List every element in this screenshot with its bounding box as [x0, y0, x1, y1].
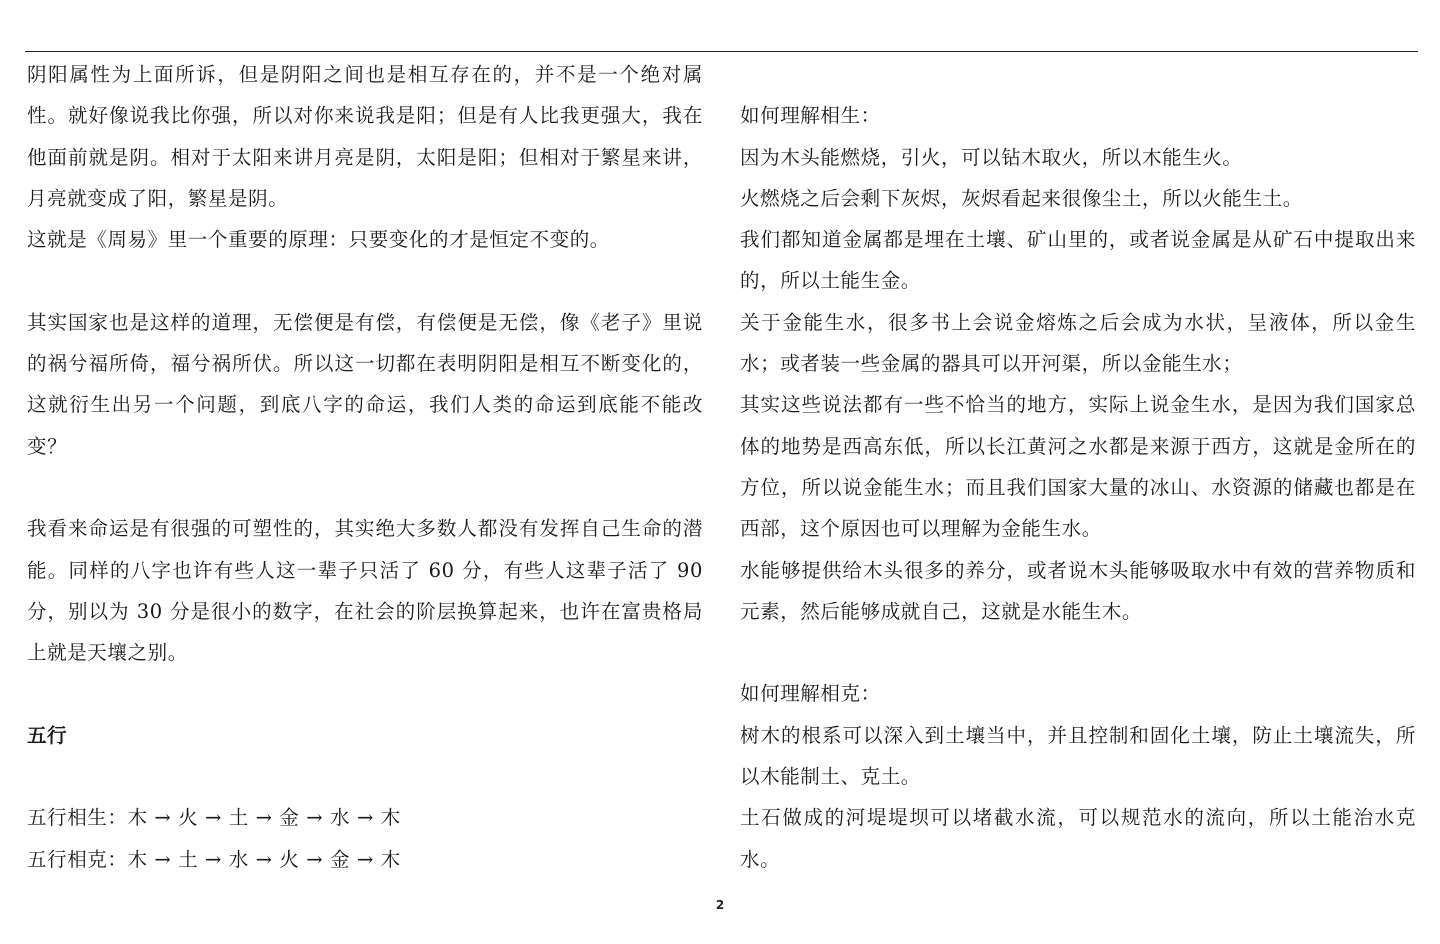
- paragraph-country-analogy: 其实国家也是这样的道理，无偿便是有偿，有偿便是无偿，像《老子》里说的祸兮福所倚，福兮祸所伏。所以这一切都在表明阴阳是相互不断变化的，这就衍生出另一个问题，到底八字的命运，我们人类的命运到底能不能改变？: [27, 310, 703, 458]
- spacer: [740, 632, 1416, 673]
- paragraph-water-wood: 水能够提供给木头很多的养分，或者说木头能够吸取水中有效的营养物质和元素，然后能够成就自己，这就是水能生木。: [740, 558, 1416, 623]
- paragraph-wood-fire: 因为木头能燃烧，引火，可以钻木取火，所以木能生火。: [740, 145, 1243, 169]
- header-rule: [25, 51, 1418, 52]
- paragraph-yin-yang-relative: 阴阳属性为上面所诉，但是阴阳之间也是相互存在的，并不是一个绝对属性。就好像说我比你强，所以对你来说我是阳；但是有人比我更强大，我在他面前就是阴。相对于太阳来讲月亮是阴，太阳是阳；但相对于繁星来讲，月亮就变成了阳，繁星是阴。: [27, 63, 703, 210]
- paragraph-wood-earth: 树木的根系可以深入到土壤当中，并且控制和固化土壤，防止土壤流失，所以木能制土、克土。: [740, 723, 1416, 789]
- section-heading-wuxing: 五行: [27, 723, 68, 747]
- question-ke: 如何理解相克：: [740, 682, 881, 706]
- paragraph-fate-plasticity: 我看来命运是有很强的可塑性的，其实绝大多数人都没有发挥自己生命的潜能。同样的八字也许有些人这一辈子只活了 60 分，有些人这辈子活了 90 分，别以为 30 分是很小的数字，在社会的阶层换算起来，也许在富贵格局上就是天壤之别。: [27, 517, 703, 665]
- question-sheng: 如何理解相生：: [740, 104, 881, 128]
- spacer: [27, 467, 703, 508]
- right-column: [740, 54, 1416, 880]
- wuxing-ke-sequence: 五行相克：木 → 土 → 水 → 火 → 金 → 木: [27, 847, 401, 871]
- paragraph-fire-earth: 火燃烧之后会剩下灰烬，灰烬看起来很像尘土，所以火能生土。: [740, 186, 1303, 210]
- left-column: [27, 54, 703, 880]
- spacer: [27, 673, 703, 714]
- paragraph-zhouyi-principle: 这就是《周易》里一个重要的原理：只要变化的才是恒定不变的。: [27, 228, 610, 252]
- spacer: [740, 54, 1416, 95]
- paragraph-earth-water: 土石做成的河堤堤坝可以堵截水流，可以规范水的流向，所以土能治水克水。: [740, 806, 1416, 871]
- paragraph-metal-water: 关于金能生水，很多书上会说金熔炼之后会成为水状，呈液体，所以金生水；或者装一些金属的器具可以开河渠，所以金能生水；: [740, 310, 1416, 376]
- spacer: [27, 756, 703, 797]
- paragraph-earth-metal: 我们都知道金属都是埋在土壤、矿山里的，或者说金属是从矿石中提取出来的，所以土能生金。: [740, 228, 1416, 293]
- page-number: 2: [715, 898, 725, 912]
- wuxing-sheng-sequence: 五行相生：木 → 火 → 土 → 金 → 水 → 木: [27, 806, 401, 830]
- paragraph-metal-water-geography: 其实这些说法都有一些不恰当的地方，实际上说金生水，是因为我们国家总体的地势是西高东低，所以长江黄河之水都是来源于西方，这就是金所在的方位，所以说金能生水；而且我们国家大量的冰山、水资源的储藏也都是在西部，这个原因也可以理解为金能生水。: [740, 393, 1416, 541]
- spacer: [27, 260, 703, 301]
